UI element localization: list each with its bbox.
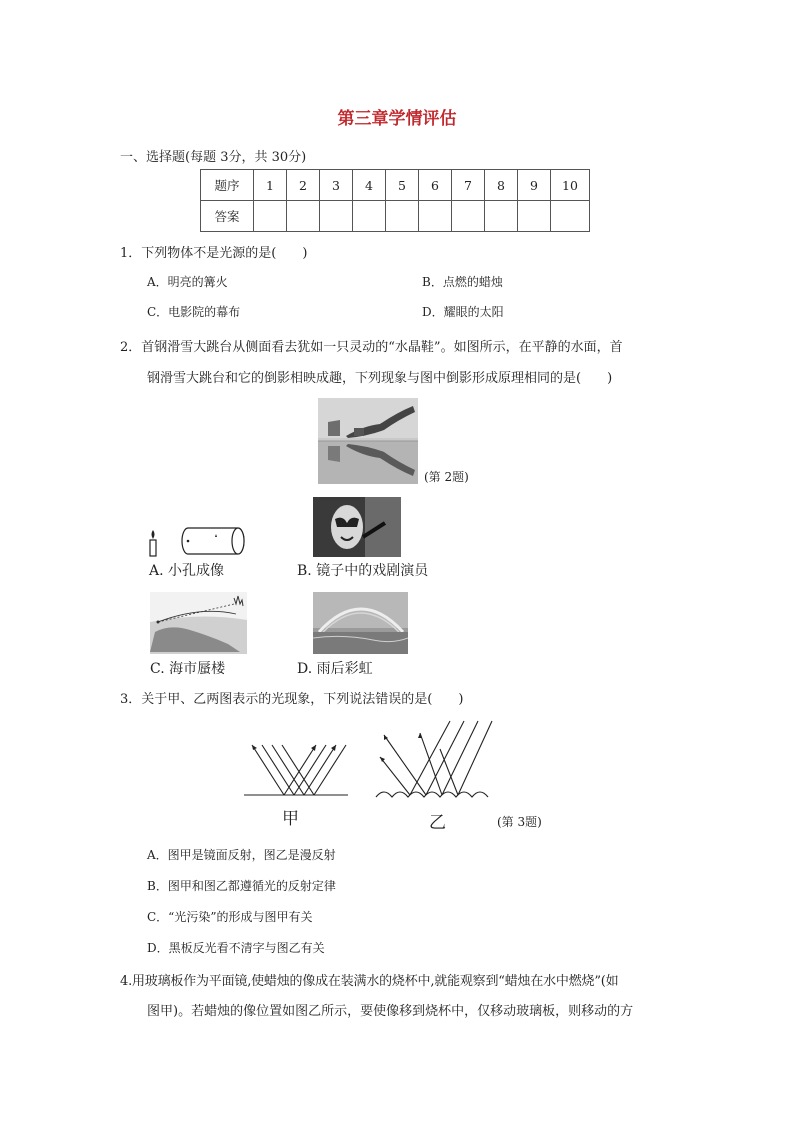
answer-cell[interactable] (254, 201, 287, 232)
q1-option-b: B．点燃的蜡烛 (422, 275, 503, 289)
question-2-stem-line2: 钢滑雪大跳台和它的倒影相映成趣，下列现象与图中倒影形成原理相同的是( ) (147, 371, 613, 386)
answer-cell[interactable] (320, 201, 353, 232)
table-cell: 1 (254, 170, 287, 201)
opera-actor-mirror-photo (313, 497, 401, 557)
table-cell: 6 (419, 170, 452, 201)
question-1-stem: 1．下列物体不是光源的是( ) (120, 246, 308, 261)
question-4-stem-line2: 图甲)。若蜡烛的像位置如图乙所示，要使像移到烧杯中，仅移动玻璃板，则移动的方 (147, 1004, 634, 1019)
q3-option-a: A．图甲是镜面反射，图乙是漫反射 (147, 848, 336, 862)
pinhole-camera-diagram (146, 520, 246, 560)
q3-option-c: C．“光污染”的形成与图甲有关 (147, 910, 313, 924)
table-cell: 4 (353, 170, 386, 201)
question-4-stem-line1: 4.用玻璃板作为平面镜,使蜡烛的像成在装满水的烧杯中,就能观察到“蜡烛在水中燃烧”(如 (120, 974, 619, 989)
table-cell: 2 (287, 170, 320, 201)
page-title: 第三章学情评估 (337, 109, 457, 129)
q2-option-a: A. 小孔成像 (149, 563, 225, 579)
q1-option-a: A．明亮的篝火 (147, 275, 228, 289)
q3-option-d: D．黑板反光看不清字与图乙有关 (147, 941, 325, 955)
answer-cell[interactable] (287, 201, 320, 232)
figure-3-caption: (第 3题) (497, 815, 542, 829)
answer-cell[interactable] (551, 201, 590, 232)
q2-option-d: D. 雨后彩虹 (297, 661, 373, 677)
answer-cell[interactable] (419, 201, 452, 232)
answer-cell[interactable] (452, 201, 485, 232)
answer-cell[interactable] (485, 201, 518, 232)
question-3-stem: 3．关于甲、乙两图表示的光现象，下列说法错误的是( ) (120, 692, 464, 707)
section-heading: 一、选择题(每题 3分，共 30分) (120, 150, 307, 165)
q1-option-d: D．耀眼的太阳 (422, 305, 504, 319)
table-cell: 7 (452, 170, 485, 201)
table-cell: 9 (518, 170, 551, 201)
table-header-cell: 题序 (201, 170, 254, 201)
question-2-stem-line1: 2．首钢滑雪大跳台从侧面看去犹如一只灵动的“水晶鞋”。如图所示，在平静的水面，首 (120, 340, 623, 355)
figure-2-caption: (第 2题) (424, 470, 469, 484)
table-row (201, 201, 590, 232)
table-cell: 3 (320, 170, 353, 201)
table-header-cell: 答案 (201, 201, 254, 232)
table-cell: 5 (386, 170, 419, 201)
table-cell: 8 (485, 170, 518, 201)
label-jia: 甲 (282, 809, 299, 829)
mirage-diagram (150, 592, 247, 654)
q2-option-b: B. 镜子中的戏剧演员 (297, 563, 429, 579)
answer-table (200, 169, 590, 232)
table-cell: 10 (551, 170, 590, 201)
rainbow-photo (313, 592, 408, 654)
reflection-diagram (240, 715, 495, 805)
ski-jump-reflection-photo (318, 398, 418, 484)
table-row (201, 170, 590, 201)
answer-cell[interactable] (386, 201, 419, 232)
answer-cell[interactable] (353, 201, 386, 232)
answer-cell[interactable] (518, 201, 551, 232)
q2-option-c: C. 海市蜃楼 (150, 661, 226, 677)
q3-option-b: B．图甲和图乙都遵循光的反射定律 (147, 879, 336, 893)
label-yi: 乙 (429, 813, 446, 833)
q1-option-c: C．电影院的幕布 (147, 305, 241, 319)
